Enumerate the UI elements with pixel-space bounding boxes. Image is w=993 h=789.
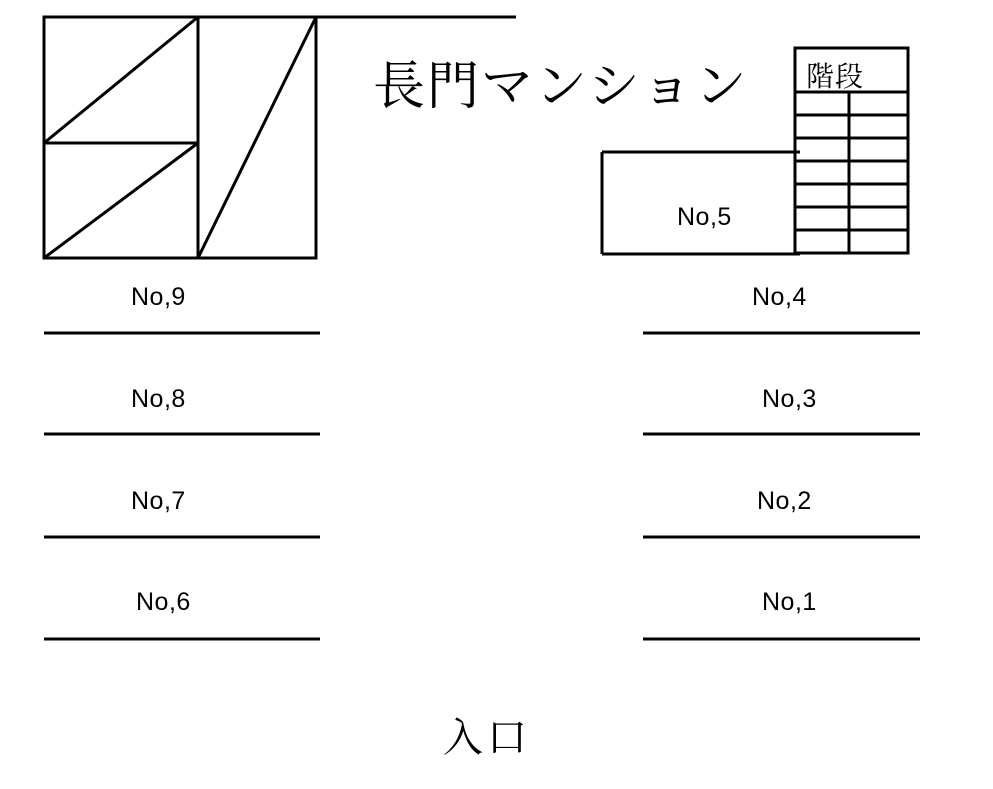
stall-label-no5: No,5 — [677, 203, 732, 231]
entrance-label: 入口 — [443, 715, 531, 761]
stall-label-no3: No,3 — [762, 385, 817, 413]
stall-label-no6: No,6 — [136, 588, 191, 616]
stall-label-no1: No,1 — [762, 588, 817, 616]
building-outline — [44, 17, 316, 258]
stall-label-no8: No,8 — [131, 385, 186, 413]
stall-label-no4: No,4 — [752, 283, 807, 311]
building-diagonal-lower-left — [44, 143, 198, 258]
stall-label-no2: No,2 — [757, 487, 812, 515]
page-title: 長門マンション — [373, 57, 749, 117]
building-diagonal-upper-left — [44, 17, 198, 143]
stairs-label: 階段 — [806, 60, 865, 93]
stall-label-no7: No,7 — [131, 487, 186, 515]
stall-label-no9: No,9 — [131, 283, 186, 311]
building-diagonal-right — [198, 17, 316, 258]
